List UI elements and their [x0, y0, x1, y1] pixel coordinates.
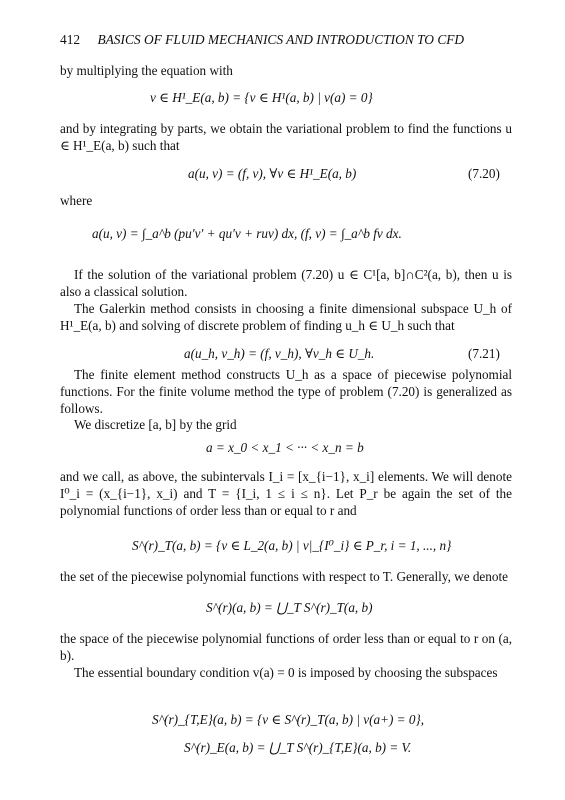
equation-label: (7.20) — [468, 166, 500, 181]
running-header — [60, 32, 520, 48]
paragraph: where — [60, 193, 93, 208]
equation-union-space — [206, 600, 373, 616]
paragraph: We discretize [a, b] by the grid — [74, 417, 237, 432]
equation-test-space — [150, 90, 373, 106]
paragraph: If the solution of the variational problem (7.20) u ∈ C¹[a, b]∩C²(a, b), then u is also a classical solution. — [60, 267, 512, 299]
equation-piecewise-space — [132, 538, 451, 554]
equation-galerkin — [184, 346, 374, 362]
equation-label: (7.21) — [468, 346, 500, 361]
equation-text: S^(r)(a, b) = ⋃_T S^(r)_T(a, b) — [206, 600, 373, 615]
page-number: 412 — [60, 32, 81, 47]
equation-text: a = x_0 < x_1 < ··· < x_n = b — [206, 440, 364, 455]
paragraph: The Galerkin method consists in choosing a finite dimensional subspace U_h of H¹_E(a, b) and solving of discrete problem of finding u_h ∈ U_h such that — [60, 301, 512, 333]
paragraph: the space of the piecewise polynomial functions of order less than or equal to r on (a, b). — [60, 631, 512, 663]
paragraph: The essential boundary condition v(a) = 0 is imposed by choosing the subspaces — [74, 665, 498, 680]
paragraph: and by integrating by parts, we obtain the variational problem to find the functions u ∈ H¹_E(a, b) such that — [60, 121, 512, 153]
equation-text: S^(r)_T(a, b) = {v ∈ L_2(a, b) | v|_{I⁰_i} ∈ P_r, i = 1, ..., n} — [132, 538, 452, 553]
equation-text: S^(r)_E(a, b) = ⋃_T S^(r)_{T,E}(a, b) = V. — [184, 740, 412, 755]
equation-subspace-union — [184, 740, 411, 756]
equation-grid — [206, 440, 364, 456]
paragraph: The finite element method constructs U_h as a space of piecewise polynomial functions. For the finite volume method the type of problem (7.20) is generalized as follows. — [60, 367, 512, 416]
paragraph: and we call, as above, the subintervals I_i = [x_{i−1}, x_i] elements. We will denote I⁰_i = (x_{i−1}, x_i) and T = {I_i, 1 ≤ i ≤ n}. Let P_r be again the set of the polynomial functions of order less than or equal to r and — [60, 469, 512, 518]
equation-text: a(u_h, v_h) = (f, v_h), ∀v_h ∈ U_h. — [184, 346, 375, 361]
equation-text: S^(r)_{T,E}(a, b) = {v ∈ S^(r)_T(a, b) | v(a+) = 0}, — [152, 712, 425, 727]
equation-subspace-essential — [152, 712, 424, 728]
equation-text: a(u, v) = ∫_a^b (pu′v′ + qu′v + ruv) dx, (f, v) = ∫_a^b fv dx. — [92, 226, 402, 241]
running-title: BASICS OF FLUID MECHANICS AND INTRODUCTION TO CFD — [97, 32, 465, 47]
equation-text: a(u, v) = (f, v), ∀v ∈ H¹_E(a, b) — [188, 166, 357, 181]
paragraph: by multiplying the equation with — [60, 63, 233, 78]
paragraph: the set of the piecewise polynomial functions with respect to T. Generally, we denote — [60, 569, 508, 584]
equation-bilinear-form — [92, 226, 402, 242]
equation-text: v ∈ H¹_E(a, b) = {v ∈ H¹(a, b) | v(a) = 0} — [150, 90, 373, 105]
equation-variational-problem — [188, 166, 356, 182]
